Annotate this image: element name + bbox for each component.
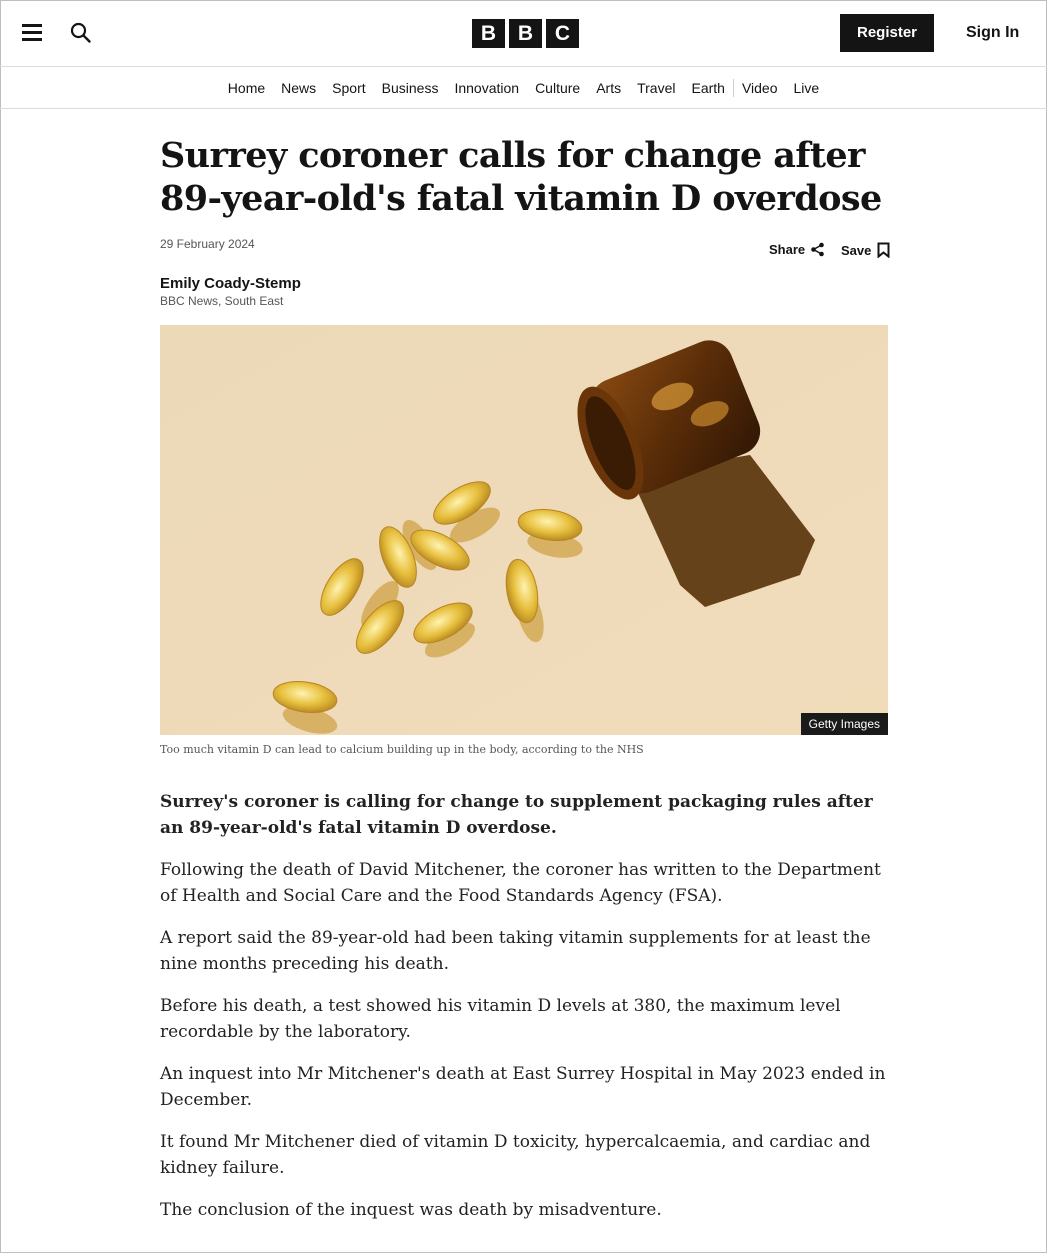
- nav-item-arts[interactable]: Arts: [596, 80, 622, 96]
- article-paragraph: Before his death, a test showed his vitamin D levels at 380, the maximum level recordable by the laboratory.: [160, 996, 841, 1042]
- nav-item-news[interactable]: News: [281, 80, 317, 96]
- author-organisation: BBC News, South East: [160, 294, 284, 308]
- search-icon[interactable]: [70, 22, 94, 46]
- article-paragraph: A report said the 89-year-old had been taking vitamin supplements for at least the nine months preceding his death.: [160, 928, 871, 974]
- article-paragraph: It found Mr Mitchener died of vitamin D toxicity, hypercalcaemia, and cardiac and kidney failure.: [160, 1132, 871, 1178]
- nav-item-sport[interactable]: Sport: [332, 80, 366, 96]
- nav-item-home[interactable]: Home: [227, 80, 266, 96]
- hamburger-menu-icon[interactable]: [22, 22, 44, 42]
- share-label: Share: [769, 242, 806, 257]
- nav-item-earth[interactable]: Earth: [691, 80, 725, 96]
- article-lead: Surrey's coroner is calling for change to supplement packaging rules after an 89-year-old's fatal vitamin D overdose.: [160, 792, 873, 838]
- article-body: [160, 789, 888, 1239]
- share-button[interactable]: [769, 242, 825, 257]
- nav-item-culture[interactable]: Culture: [535, 80, 581, 96]
- share-icon: [810, 242, 825, 257]
- article-paragraph: Following the death of David Mitchener, the coroner has written to the Department of Health and Social Care and the Food Standards Agency (FSA).: [160, 860, 881, 906]
- image-credit: Getty Images: [801, 713, 888, 735]
- article-headline: Surrey coroner calls for change after 89-year-old's fatal vitamin D overdose: [160, 135, 882, 219]
- nav-item-video[interactable]: Video: [733, 79, 786, 97]
- register-button[interactable]: Register: [840, 14, 934, 52]
- article-paragraph: An inquest into Mr Mitchener's death at East Surrey Hospital in May 2023 ended in December.: [160, 1064, 886, 1110]
- nav-item-travel[interactable]: Travel: [637, 80, 676, 96]
- article-date: 29 February 2024: [160, 237, 255, 251]
- nav-item-business[interactable]: Business: [381, 80, 439, 96]
- image-caption: Too much vitamin D can lead to calcium building up in the body, according to the NHS: [160, 743, 644, 756]
- save-button[interactable]: [841, 242, 890, 258]
- author-name[interactable]: Emily Coady-Stemp: [160, 275, 301, 292]
- main-nav: [0, 67, 1047, 109]
- top-bar: [0, 0, 1047, 67]
- save-label: Save: [841, 242, 872, 258]
- logo-letter: B: [472, 19, 505, 48]
- nav-item-innovation[interactable]: Innovation: [454, 80, 520, 96]
- nav-item-live[interactable]: Live: [793, 80, 820, 96]
- bbc-logo[interactable]: [472, 19, 579, 48]
- article-paragraph: The conclusion of the inquest was death by misadventure.: [160, 1200, 662, 1220]
- logo-letter: C: [546, 19, 579, 48]
- hero-image: [160, 325, 888, 735]
- sign-in-link[interactable]: Sign In: [966, 24, 1020, 41]
- logo-letter: B: [509, 19, 542, 48]
- bookmark-icon: [877, 242, 890, 258]
